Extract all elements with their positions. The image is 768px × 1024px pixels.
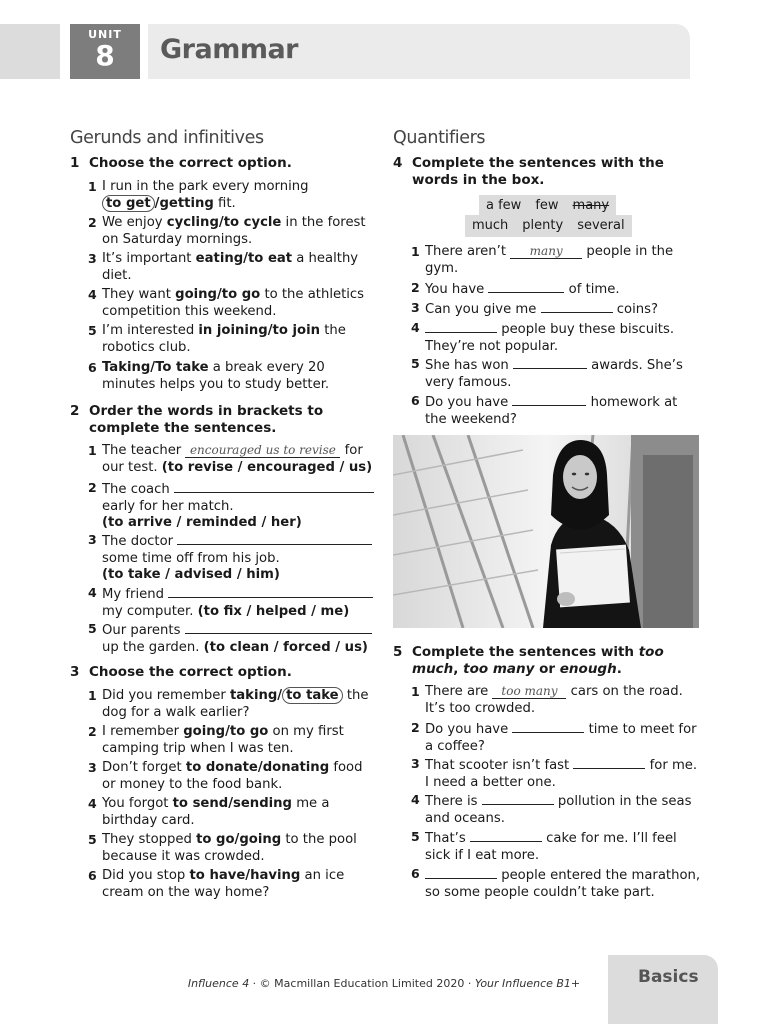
ex2-item-5: [88, 621, 383, 656]
item-number: 4: [411, 320, 420, 335]
item-text: We enjoy: [102, 215, 167, 230]
item-text: Did you stop: [102, 868, 190, 883]
option-pair[interactable]: to donate/donating: [185, 760, 330, 775]
option-text[interactable]: getting: [159, 195, 214, 211]
ex3-item-1: [88, 688, 378, 721]
option-pair[interactable]: in joining/to join: [198, 323, 320, 338]
item-text: The coach: [102, 482, 174, 497]
item-text: up the garden.: [102, 639, 204, 655]
item-text: There are: [425, 684, 493, 699]
item-text: some time off from his job.: [102, 550, 280, 566]
ex2-item-4: [88, 585, 383, 620]
item-text: Did you remember: [102, 688, 230, 703]
bracket-words: (to clean / forced / us): [203, 639, 368, 655]
answer-blank[interactable]: [541, 300, 613, 313]
instruction-text: .: [616, 661, 622, 677]
item-text: There aren’t: [425, 244, 511, 259]
item-text: I remember: [102, 724, 184, 739]
item-text: a break every 20 minutes helps you to study better.: [102, 360, 330, 392]
item-number: 3: [88, 532, 97, 547]
answer-blank[interactable]: [168, 585, 373, 598]
answer-blank[interactable]: [185, 621, 372, 634]
option-pair[interactable]: going/to go: [183, 724, 269, 739]
ex5-item-1: [411, 684, 701, 717]
ex1-item-1: 1 I run in the park every morning to get /getting fit.: [88, 179, 309, 211]
option-text[interactable]: taking/: [229, 688, 283, 703]
ex5-item-4: [411, 792, 701, 827]
option-pair[interactable]: to have/having: [189, 868, 301, 883]
exercise-number: 2: [70, 403, 80, 419]
item-text: It’s important: [102, 251, 196, 266]
instruction-text: Order the words in brackets to complete the sentences.: [89, 403, 324, 436]
item-number: 6: [411, 866, 420, 881]
ex4-item-6: [411, 393, 701, 428]
answer-blank[interactable]: [573, 756, 645, 769]
item-text: food or money to the food bank.: [102, 760, 363, 792]
ex1-item-6: [88, 360, 378, 393]
item-text: for me. I need a better one.: [425, 758, 698, 790]
circled-option[interactable]: to get: [102, 195, 155, 212]
item-text: the dog for a walk earlier?: [102, 688, 369, 720]
answer-blank[interactable]: [174, 480, 374, 493]
item-text: They stopped: [102, 832, 197, 847]
item-number: 1: [88, 179, 97, 194]
answer-blank[interactable]: [177, 532, 372, 545]
item-text: people in the gym.: [425, 244, 674, 276]
item-text: on my first camping trip when I was ten.: [102, 724, 344, 756]
item-number: 3: [88, 760, 97, 775]
item-number: 4: [88, 796, 97, 811]
item-text: to the pool because it was crowded.: [102, 832, 357, 864]
ex3-item-2: [88, 724, 378, 757]
ex3-item-4: [88, 796, 378, 829]
footer-copyright-text: · © Macmillan Education Limited 2020 ·: [249, 977, 475, 990]
item-text: Can you give me: [425, 302, 541, 317]
item-text: cars on the road. It’s too crowded.: [425, 684, 683, 716]
item-text: in the forest on Saturday mornings.: [102, 215, 366, 247]
section-title-gerunds: Gerunds and infinitives: [70, 128, 264, 148]
exercise-number: 3: [70, 664, 80, 680]
item-text: people buy these biscuits. They’re not popular.: [425, 322, 675, 354]
exercise-number: 4: [393, 155, 403, 171]
item-number: 5: [88, 832, 97, 847]
instruction-word: too much: [412, 644, 664, 677]
answer-blank[interactable]: [513, 356, 587, 369]
item-text: The doctor: [102, 534, 178, 549]
item-text: homework at the weekend?: [425, 395, 678, 427]
exercise-number: 5: [393, 644, 403, 660]
bracket-words: (to revise / encouraged / us): [161, 459, 373, 475]
ex4-item-4: [411, 320, 701, 355]
photo-illustration: [393, 435, 699, 628]
item-number: 1: [411, 684, 420, 699]
option-pair[interactable]: going/to go: [175, 287, 261, 302]
option-pair[interactable]: cycling/to cycle: [166, 215, 282, 230]
item-number: 1: [88, 688, 97, 703]
item-number: 3: [411, 300, 420, 315]
ex1-item-5: [88, 323, 378, 356]
box-word: much: [472, 218, 509, 233]
instruction-text: Complete the sentences with: [412, 644, 639, 660]
item-text: I run in the park every morning: [102, 179, 309, 194]
item-text: cake for me. I’ll feel sick if I eat more.: [425, 831, 677, 863]
item-text: That’s: [425, 831, 470, 846]
item-number: 3: [88, 251, 97, 266]
ex4-item-3: [411, 300, 701, 319]
item-number: 5: [411, 356, 420, 371]
item-text: early for her match.: [102, 498, 234, 514]
item-number: 3: [411, 756, 420, 771]
item-number: 4: [411, 792, 420, 807]
instruction-text: Choose the correct option.: [89, 664, 292, 680]
item-number: 6: [88, 868, 97, 883]
item-number: 2: [411, 720, 420, 735]
section-title-quantifiers: Quantifiers: [393, 128, 486, 148]
item-number: 6: [411, 393, 420, 408]
option-pair[interactable]: eating/to eat: [195, 251, 293, 266]
ex3-item-5: [88, 832, 378, 865]
item-text: She has won: [425, 358, 513, 373]
item-text: Do you have: [425, 395, 513, 410]
item-text: Our parents: [102, 623, 185, 638]
item-text: The teacher: [102, 443, 186, 458]
item-number: 1: [88, 443, 97, 458]
item-text: coins?: [612, 302, 658, 317]
item-number: 2: [411, 280, 420, 295]
item-text: me a birthday card.: [102, 796, 330, 828]
answer-blank[interactable]: [482, 792, 554, 805]
item-text: That scooter isn’t fast: [425, 758, 574, 773]
ex5-item-6: [411, 866, 701, 901]
item-number: 2: [88, 724, 97, 739]
ex4-item-1: [411, 244, 701, 277]
instruction-word: enough: [559, 661, 617, 677]
item-text: of time.: [564, 282, 620, 297]
item-text: I’m interested: [102, 323, 199, 338]
box-word: plenty: [522, 218, 564, 233]
answer-blank[interactable]: [512, 393, 586, 406]
instruction-text: or: [534, 661, 560, 677]
answer-blank[interactable]: [425, 320, 497, 333]
box-word-used: many: [572, 198, 610, 213]
ex1-item-4: [88, 287, 378, 320]
bracket-words: (to fix / helped / me): [197, 603, 350, 619]
item-text: my computer.: [102, 603, 198, 619]
instruction-text: Complete the sentences with the words in the box.: [412, 155, 664, 188]
ex2-item-2: [88, 480, 383, 532]
footer-book-title: Influence 4: [187, 977, 250, 990]
exercise-4-instruction: [393, 155, 703, 189]
ex1-item-3: [88, 251, 378, 284]
ex5-item-2: [411, 720, 701, 755]
item-text: people entered the marathon, so some people couldn’t take part.: [425, 868, 701, 900]
item-text: the robotics club.: [102, 323, 346, 355]
word-box-row-1: [479, 195, 616, 217]
ex5-item-3: [411, 756, 701, 791]
item-text: fit.: [213, 195, 236, 211]
exercise-number: 1: [70, 155, 80, 171]
box-word: several: [577, 218, 625, 233]
unit-badge: [70, 24, 140, 79]
header-side-block: [0, 24, 60, 79]
instruction-text: Choose the correct option.: [89, 155, 292, 171]
item-text: for our test.: [102, 443, 363, 475]
exercise-2-instruction: [70, 403, 380, 437]
item-text: a healthy diet.: [102, 251, 359, 283]
item-number: 5: [88, 323, 97, 338]
ex1-item-2: [88, 215, 378, 248]
ex2-item-1: [88, 443, 383, 476]
answer-blank[interactable]: [425, 866, 497, 879]
instruction-text: ,: [453, 661, 464, 677]
item-text: to the athletics competition this weekend.: [102, 287, 365, 319]
exercise-5-instruction: [393, 644, 703, 678]
exercise-1-instruction: [70, 155, 380, 172]
unit-number: 8: [95, 39, 115, 72]
bracket-words: (to take / advised / him): [102, 567, 280, 582]
box-word: few: [535, 198, 559, 213]
basics-tab-label: Basics: [638, 967, 699, 987]
bracket-words: (to arrive / reminded / her): [102, 515, 302, 530]
option-pair[interactable]: to go/going: [196, 832, 282, 847]
item-number: 5: [411, 829, 420, 844]
basics-tab: [608, 955, 718, 1024]
page-title: Grammar: [160, 34, 298, 65]
item-text: There is: [425, 794, 482, 809]
word-box-row-2: [465, 215, 632, 237]
exercise-3-instruction: [70, 664, 380, 681]
option-pair[interactable]: to send/sending: [172, 796, 292, 811]
ex2-item-3: [88, 532, 383, 584]
answer-blank[interactable]: [512, 720, 584, 733]
option-pair[interactable]: Taking/To take: [102, 360, 209, 375]
answer-blank[interactable]: [488, 280, 564, 293]
item-number: 5: [88, 621, 97, 636]
circled-option[interactable]: to take: [282, 687, 343, 704]
item-text: You forgot: [102, 796, 173, 811]
ex4-item-5: [411, 356, 701, 391]
item-number: 6: [88, 360, 97, 375]
handwritten-answer: encouraged us to revise: [185, 443, 340, 458]
item-text: Don’t forget: [102, 760, 186, 775]
box-word: a few: [486, 198, 522, 213]
unit-label: UNIT: [88, 28, 122, 41]
photo-student-with-books: [393, 435, 699, 628]
item-text: They want: [102, 287, 176, 302]
handwritten-answer: many: [510, 244, 582, 259]
ex3-item-6: [88, 868, 378, 901]
item-number: 4: [88, 287, 97, 302]
item-text: My friend: [102, 587, 169, 602]
item-text: awards. She’s very famous.: [425, 358, 683, 390]
item-number: 4: [88, 585, 97, 600]
instruction-word: too many: [463, 661, 535, 677]
item-text: time to meet for a coffee?: [425, 722, 697, 754]
item-text: You have: [425, 282, 489, 297]
ex4-item-2: [411, 280, 701, 299]
ex5-item-5: [411, 829, 701, 864]
item-text: pollution in the seas and oceans.: [425, 794, 692, 826]
item-number: 1: [411, 244, 420, 259]
item-number: 2: [88, 215, 97, 230]
handwritten-answer: too many: [492, 684, 566, 699]
ex3-item-3: [88, 760, 378, 793]
item-number: 2: [88, 480, 97, 495]
answer-blank[interactable]: [470, 829, 542, 842]
item-text: an ice cream on the way home?: [102, 868, 345, 900]
header-bar: [148, 24, 690, 79]
item-text: Do you have: [425, 722, 513, 737]
footer-level: Your Influence B1+: [474, 977, 581, 990]
